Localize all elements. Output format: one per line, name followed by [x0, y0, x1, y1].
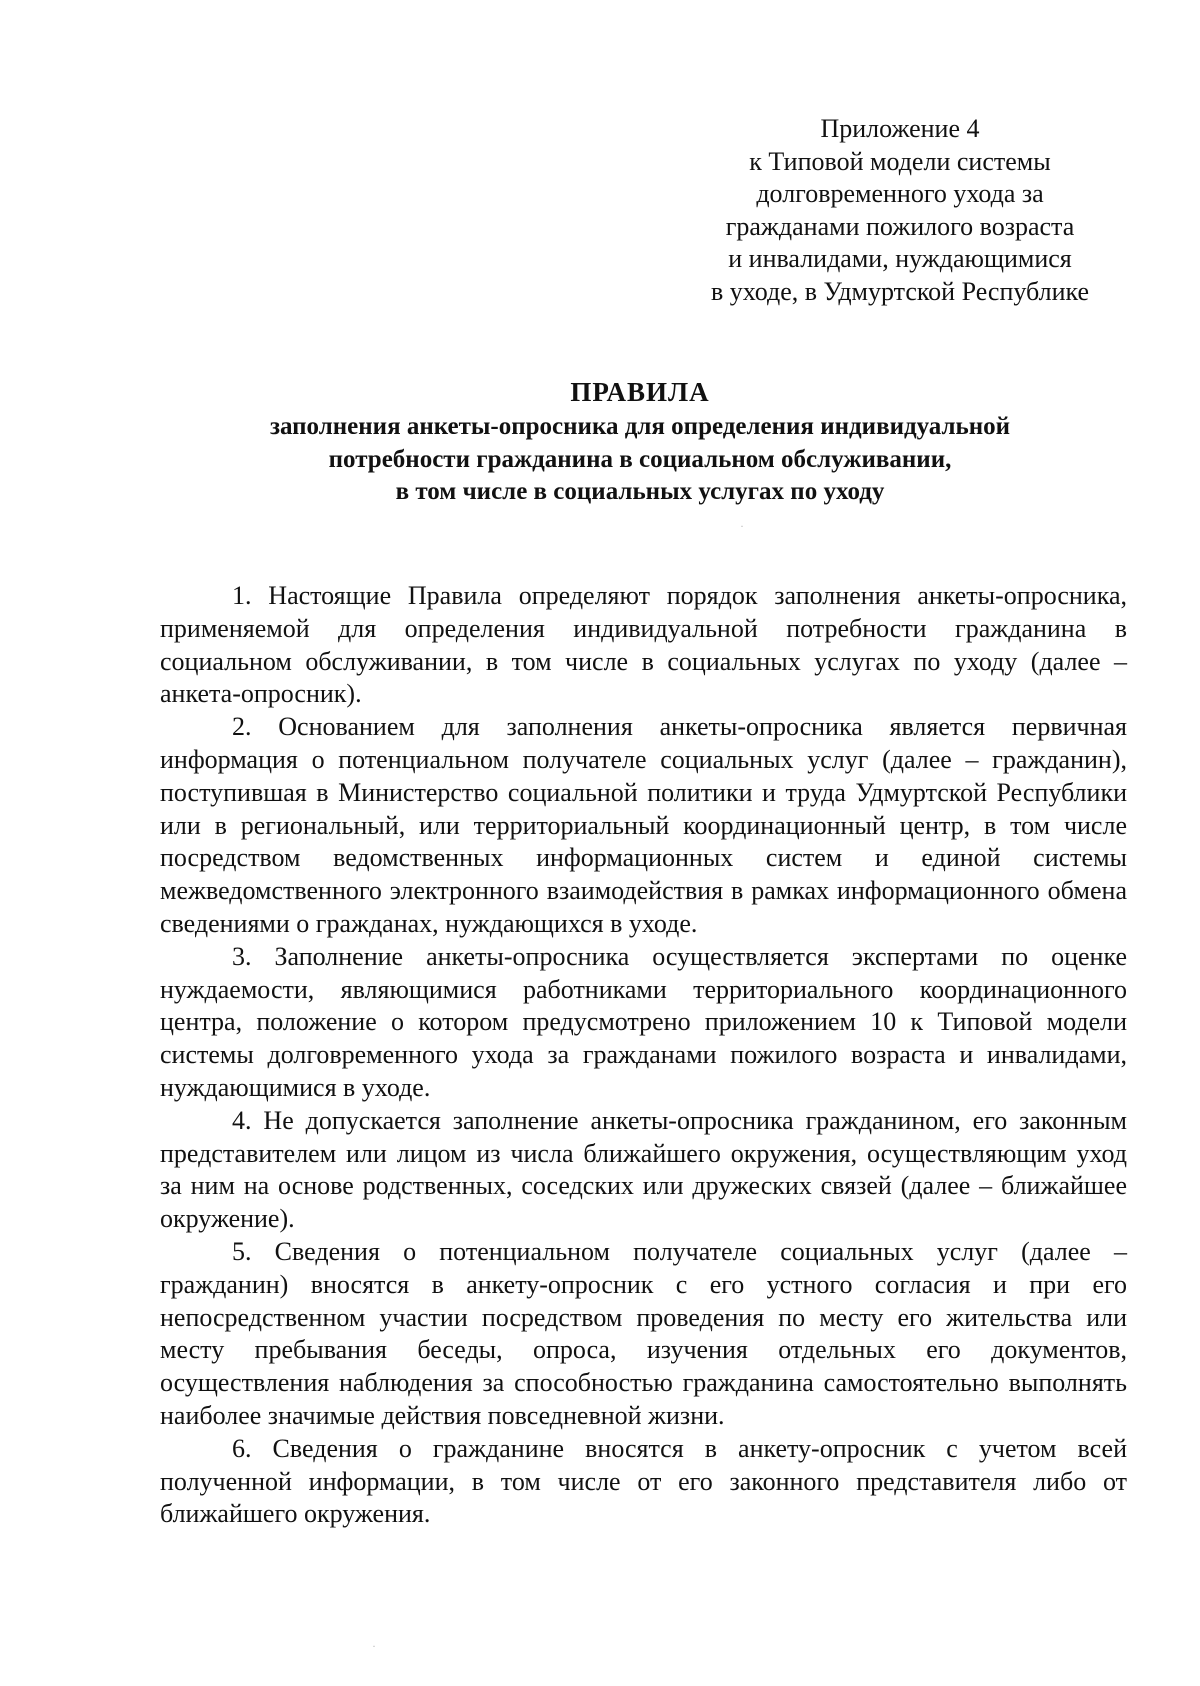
paragraph-2: 2. Основанием для заполнения анкеты-опросника является первичная информация о потенциальном получателе социальных услуг (далее – гражданин), поступившая в Министерство социальной политики и труда Удмуртской Республики или в региональный, или территориальный координационный центр, в том числе посредством ведомственных информационных систем и единой системы межведомственного электронного взаимодействия в рамках информационного обмена сведениями о гражданах, нуждающихся в уходе. — [160, 712, 1127, 938]
document-title — [160, 373, 1120, 509]
scan-speck: · — [372, 1639, 376, 1653]
paragraph-6: 6. Сведения о гражданине вносятся в анкету-опросник с учетом всей полученной информации, в том числе от его законного представителя либо от ближайшего окружения. — [160, 1433, 1127, 1529]
document-body — [160, 580, 1127, 1531]
appendix-line: в уходе, в Удмуртской Республике — [710, 276, 1090, 306]
paragraph-1: 1. Настоящие Правила определяют порядок заполнения анкеты-опросника, применяемой для определения индивидуальной потребности гражданина в социальном обслуживании, в том числе в социальных услугах по уходу (далее – анкета-опросник). — [160, 581, 1127, 709]
appendix-line: гражданами пожилого возраста — [725, 211, 1075, 241]
paragraph-5: 5. Сведения о потенциальном получателе социальных услуг (далее – гражданин) вносятся в анкету-опросник с его устного согласия и при его непосредственном участии посредством проведения по месту его жительства или месту пребывания беседы, опроса, изучения отдельных его документов, осуществления наблюдения за способностью гражданина самостоятельно выполнять наиболее значимые действия повседневной жизни. — [160, 1236, 1127, 1430]
appendix-line: и инвалидами, нуждающимися — [728, 244, 1072, 273]
scan-speck: · — [740, 519, 744, 533]
paragraph-4: 4. Не допускается заполнение анкеты-опросника гражданином, его законным представителем или лицом из числа ближайшего окружения, осуществляющим уход за ним на основе родственных, соседских или дружеских связей (далее – ближайшее окружение). — [160, 1105, 1127, 1234]
title-subtitle-line: потребности гражданина в социальном обслуживании, — [328, 445, 952, 473]
appendix-line: Приложение 4 — [820, 114, 980, 143]
appendix-header — [680, 113, 1120, 308]
title-subtitle-line: заполнения анкеты-опросника для определения индивидуальной — [269, 413, 1011, 440]
paragraph-3: 3. Заполнение анкеты-опросника осуществляется экспертами по оценке нуждаемости, являющимися работниками территориального координационного центра, положение о котором предусмотрено приложением 10 к Типовой модели системы долговременного ухода за гражданами пожилого возраста и инвалидами, нуждающимися в уходе. — [160, 941, 1127, 1102]
appendix-line: к Типовой модели системы — [749, 146, 1051, 176]
title-main: ПРАВИЛА — [570, 377, 710, 407]
appendix-line: долговременного ухода за — [756, 179, 1044, 208]
title-subtitle — [160, 411, 1120, 509]
title-subtitle-line: в том числе в социальных услугах по уходу — [395, 478, 885, 505]
